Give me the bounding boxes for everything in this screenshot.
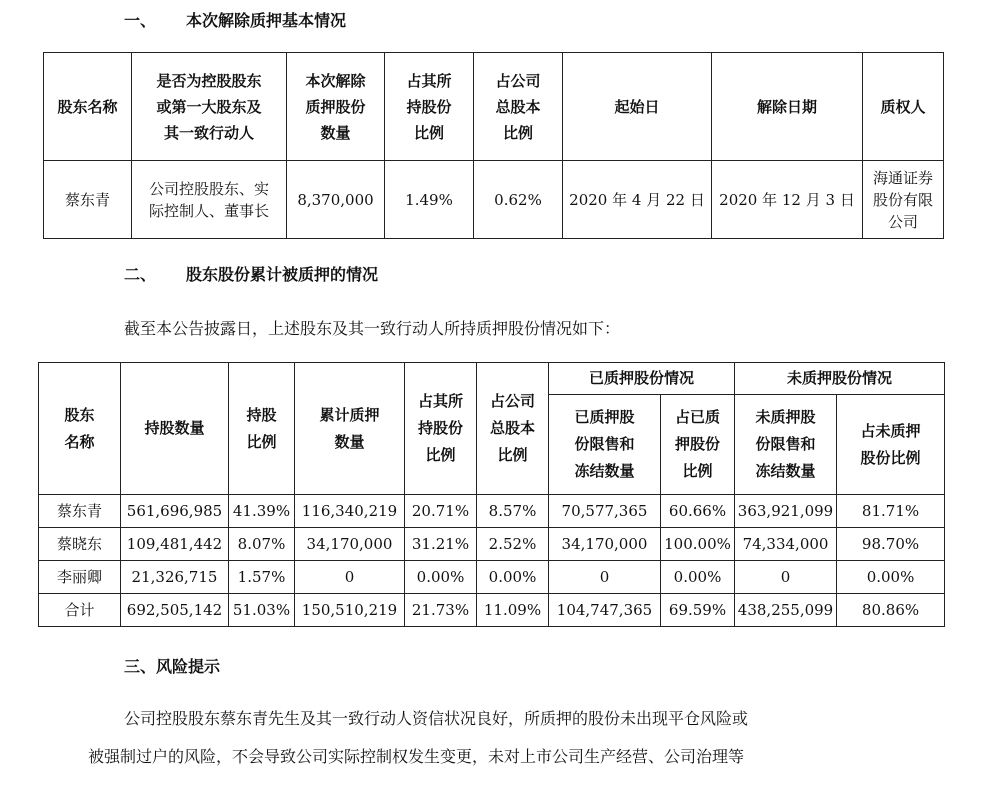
- t2-cell-cumulative: 150,510,219: [295, 594, 405, 627]
- t2-header-unpledged-restricted: 未质押股 份限售和 冻结数量: [735, 395, 837, 495]
- t2-header-cumulative: 累计质押 数量: [295, 363, 405, 495]
- section1-title: 本次解除质押基本情况: [186, 11, 347, 30]
- t2-cell-pct-holding: 0.00%: [405, 561, 477, 594]
- t2-cell-ratio: 41.39%: [229, 495, 295, 528]
- section3-paragraph-line-1: 公司控股股东蔡东青先生及其一致行动人资信状况良好，所质押的股份未出现平仓风险或: [124, 709, 749, 728]
- cumulative-pledge-table: [38, 362, 945, 627]
- t1-header-pct-holding: 占其所 持股份 比例: [385, 53, 474, 161]
- t2-cell-unpledged-restricted: 74,334,000: [735, 528, 837, 561]
- t2-cell-pct-holding: 31.21%: [405, 528, 477, 561]
- t2-cell-pledged-restricted: 34,170,000: [549, 528, 661, 561]
- t2-cell-pct-total: 11.09%: [477, 594, 549, 627]
- section2-title: 股东股份累计被质押的情况: [186, 265, 379, 284]
- t2-cell-unpledged-restricted: 438,255,099: [735, 594, 837, 627]
- t1-cell-pct-holding: 1.49%: [385, 161, 474, 239]
- t2-header-pct-total: 占公司 总股本 比例: [477, 363, 549, 495]
- t1-cell-relation: 公司控股股东、实 际控制人、董事长: [132, 161, 287, 239]
- t2-cell-pledged-ratio: 69.59%: [661, 594, 735, 627]
- section3-paragraph-line-2: 被强制过户的风险，不会导致公司实际控制权发生变更，未对上市公司生产经营、公司治理等: [88, 747, 745, 766]
- t1-header-release: 解除日期: [712, 53, 863, 161]
- t2-header-pct-holding: 占其所 持股份 比例: [405, 363, 477, 495]
- t2-cell-holding: 692,505,142: [121, 594, 229, 627]
- t1-cell-shares: 8,370,000: [287, 161, 385, 239]
- t2-header-pledged-ratio: 占已质 押股份 比例: [661, 395, 735, 495]
- t1-header-shares: 本次解除 质押股份 数量: [287, 53, 385, 161]
- section3-heading: 三、风险提示: [124, 657, 221, 676]
- t1-header-name: 股东名称: [44, 53, 132, 161]
- t2-cell-ratio: 51.03%: [229, 594, 295, 627]
- t2-cell-name: 蔡晓东: [39, 528, 121, 561]
- t2-header-holding: 持股数量: [121, 363, 229, 495]
- t2-header-group-pledged: 已质押股份情况: [549, 363, 735, 395]
- t2-cell-holding: 109,481,442: [121, 528, 229, 561]
- t1-cell-name: 蔡东青: [44, 161, 132, 239]
- section2-number: 二、: [124, 265, 157, 284]
- t1-cell-start: 2020 年 4 月 22 日: [563, 161, 712, 239]
- t2-header-ratio: 持股 比例: [229, 363, 295, 495]
- table-row: [39, 594, 945, 627]
- t2-cell-name: 李丽卿: [39, 561, 121, 594]
- t1-cell-release: 2020 年 12 月 3 日: [712, 161, 863, 239]
- section1-heading: [124, 8, 346, 31]
- t2-cell-pct-total: 0.00%: [477, 561, 549, 594]
- section1-number: 一、: [124, 11, 157, 30]
- t2-cell-ratio: 1.57%: [229, 561, 295, 594]
- table-row: [39, 561, 945, 594]
- t2-cell-pct-holding: 20.71%: [405, 495, 477, 528]
- t2-cell-name: 蔡东青: [39, 495, 121, 528]
- t2-cell-unpledged-ratio: 98.70%: [837, 528, 945, 561]
- t2-cell-unpledged-restricted: 0: [735, 561, 837, 594]
- table-row: [39, 528, 945, 561]
- t2-header-group-unpledged: 未质押股份情况: [735, 363, 945, 395]
- t2-cell-unpledged-restricted: 363,921,099: [735, 495, 837, 528]
- t1-header-start: 起始日: [563, 53, 712, 161]
- t2-cell-unpledged-ratio: 81.71%: [837, 495, 945, 528]
- t1-cell-pledgee: 海通证券 股份有限 公司: [863, 161, 944, 239]
- t1-header-relation: 是否为控股股东 或第一大股东及 其一致行动人: [132, 53, 287, 161]
- t1-header-pct-total: 占公司 总股本 比例: [474, 53, 563, 161]
- t2-cell-holding: 561,696,985: [121, 495, 229, 528]
- table-row: [44, 161, 944, 239]
- t2-cell-ratio: 8.07%: [229, 528, 295, 561]
- t2-cell-pct-total: 2.52%: [477, 528, 549, 561]
- t2-cell-holding: 21,326,715: [121, 561, 229, 594]
- t1-cell-pct-total: 0.62%: [474, 161, 563, 239]
- release-pledge-table: [43, 52, 944, 239]
- section2-heading: [124, 262, 378, 285]
- table-row: [39, 495, 945, 528]
- t2-header-pledged-restricted: 已质押股 份限售和 冻结数量: [549, 395, 661, 495]
- t2-header-unpledged-ratio: 占未质押 股份比例: [837, 395, 945, 495]
- t2-cell-pledged-ratio: 100.00%: [661, 528, 735, 561]
- t2-cell-name: 合计: [39, 594, 121, 627]
- t2-header-name: 股东 名称: [39, 363, 121, 495]
- t2-cell-cumulative: 34,170,000: [295, 528, 405, 561]
- section2-intro: 截至本公告披露日，上述股东及其一致行动人所持质押股份情况如下：: [124, 319, 621, 338]
- t2-cell-unpledged-ratio: 80.86%: [837, 594, 945, 627]
- t2-cell-pct-total: 8.57%: [477, 495, 549, 528]
- t2-cell-pledged-ratio: 60.66%: [661, 495, 735, 528]
- t1-header-pledgee: 质权人: [863, 53, 944, 161]
- t2-cell-pledged-restricted: 0: [549, 561, 661, 594]
- t2-cell-unpledged-ratio: 0.00%: [837, 561, 945, 594]
- t2-cell-pct-holding: 21.73%: [405, 594, 477, 627]
- t2-cell-cumulative: 116,340,219: [295, 495, 405, 528]
- t2-cell-pledged-restricted: 104,747,365: [549, 594, 661, 627]
- t2-cell-pledged-restricted: 70,577,365: [549, 495, 661, 528]
- t2-cell-pledged-ratio: 0.00%: [661, 561, 735, 594]
- t2-cell-cumulative: 0: [295, 561, 405, 594]
